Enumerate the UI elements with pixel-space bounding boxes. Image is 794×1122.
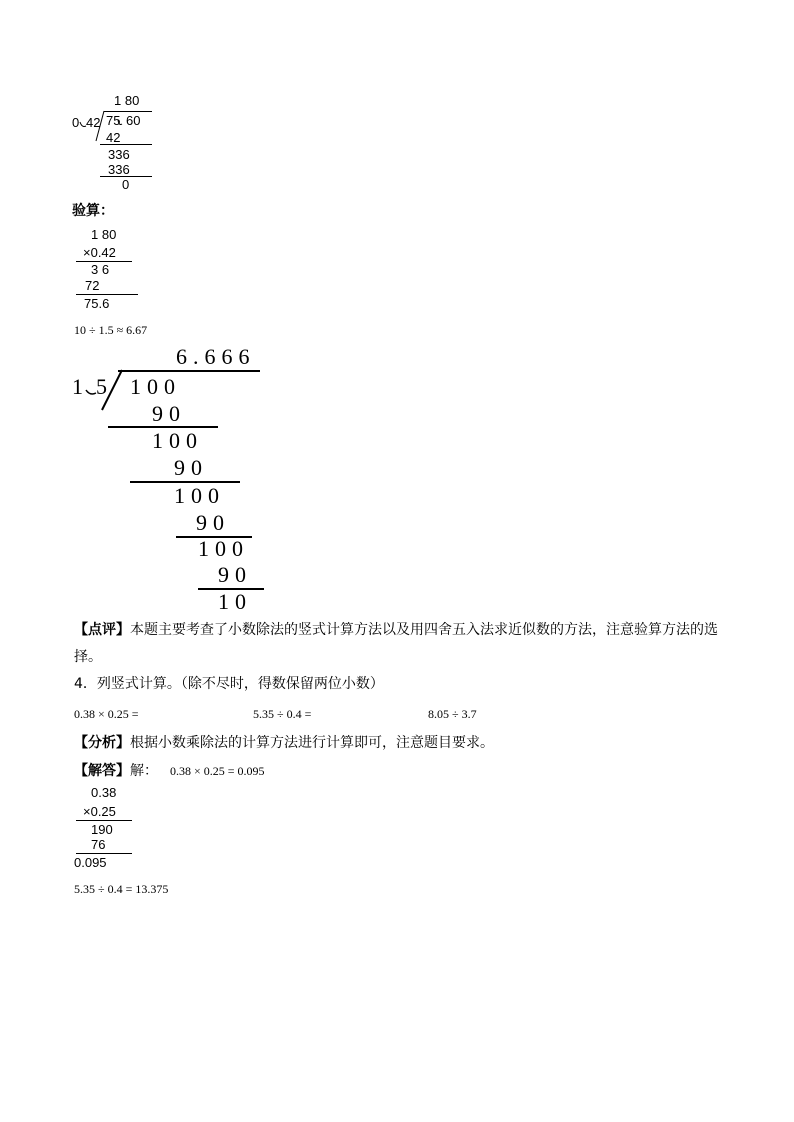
div1-divisor-int: 0 [72, 115, 80, 130]
answer-equation-2: 5.35 ÷ 0.4 = 13.375 [74, 882, 169, 896]
div2-row-3: 90 [174, 455, 208, 480]
div2-remainder: 10 [218, 589, 252, 614]
div2-dividend: 100 [130, 374, 181, 399]
mult-rule-2 [76, 853, 132, 854]
mult-line-4: 76 [91, 837, 106, 852]
div1-shift-mark-2 [118, 120, 122, 125]
div1-shift-mark-1 [80, 122, 86, 127]
div1-bracket [96, 111, 104, 141]
comment-text-2: 择。 [74, 649, 102, 665]
div1-remainder: 0 [122, 177, 130, 192]
div2-divisor-dec: 5 [96, 374, 107, 399]
comment-text-1: 本题主要考查了小数除法的竖式计算方法以及用四舍五入法求近似数的方法，注意验算方法的选 [130, 622, 718, 638]
answer-tag: 【解答】 [74, 763, 130, 779]
div2-row-6: 100 [198, 536, 249, 561]
mult-line-2: ×0.25 [83, 804, 116, 819]
question-4-title: 4．列竖式计算。（除不尽时，得数保留两位小数） [74, 676, 384, 692]
div2-row-2: 100 [152, 428, 203, 453]
mult-line-1: 0.38 [91, 785, 117, 800]
div2-quotient: 6.666 [176, 344, 256, 369]
mult-rule-1 [76, 820, 132, 821]
question-4-expr-1: 0.38 × 0.25 = [74, 707, 139, 721]
verify-result: 75.6 [84, 296, 110, 311]
question-4-expr-3: 8.05 ÷ 3.7 [428, 707, 477, 721]
verify-line-2: ×0.42 [83, 245, 116, 260]
verify-line-4: 72 [85, 278, 100, 293]
answer-prefix: 解： [130, 763, 158, 779]
verify-line-1: 1 80 [91, 227, 117, 242]
answer-equation: 0.38 × 0.25 = 0.095 [170, 764, 265, 778]
analysis-tag: 【分析】 [74, 735, 130, 751]
analysis-text: 根据小数乘除法的计算方法进行计算即可，注意题目要求。 [130, 735, 494, 751]
div2-row-4: 100 [174, 483, 225, 508]
div2-row-7: 90 [218, 562, 252, 587]
div2-row-5: 90 [196, 510, 230, 535]
mult-result: 0.095 [74, 855, 107, 870]
div1-divisor-dec: 42 [86, 115, 101, 130]
question-4-expr-2: 5.35 ÷ 0.4 = [253, 707, 312, 721]
div2-shift-mark [86, 390, 96, 394]
equation-10-div-1.5: 10 ÷ 1.5 ≈ 6.67 [74, 323, 148, 337]
div1-step-2: 336 [108, 147, 130, 162]
comment-tag: 【点评】 [74, 622, 130, 638]
div1-step-3: 336 [108, 162, 130, 177]
div1-dividend-dec: 60 [126, 113, 141, 128]
mult-line-3: 190 [91, 822, 113, 837]
div1-quotient: 1 80 [114, 93, 140, 108]
div2-row-1: 90 [152, 401, 186, 426]
div2-divisor-int: 1 [72, 374, 83, 399]
div1-step-1: 42 [106, 130, 121, 145]
verify-label: 验算： [72, 203, 114, 219]
div1-dividend-int: 75 [106, 113, 121, 128]
div2-bracket [102, 370, 122, 410]
verify-line-3: 3 6 [91, 262, 110, 277]
